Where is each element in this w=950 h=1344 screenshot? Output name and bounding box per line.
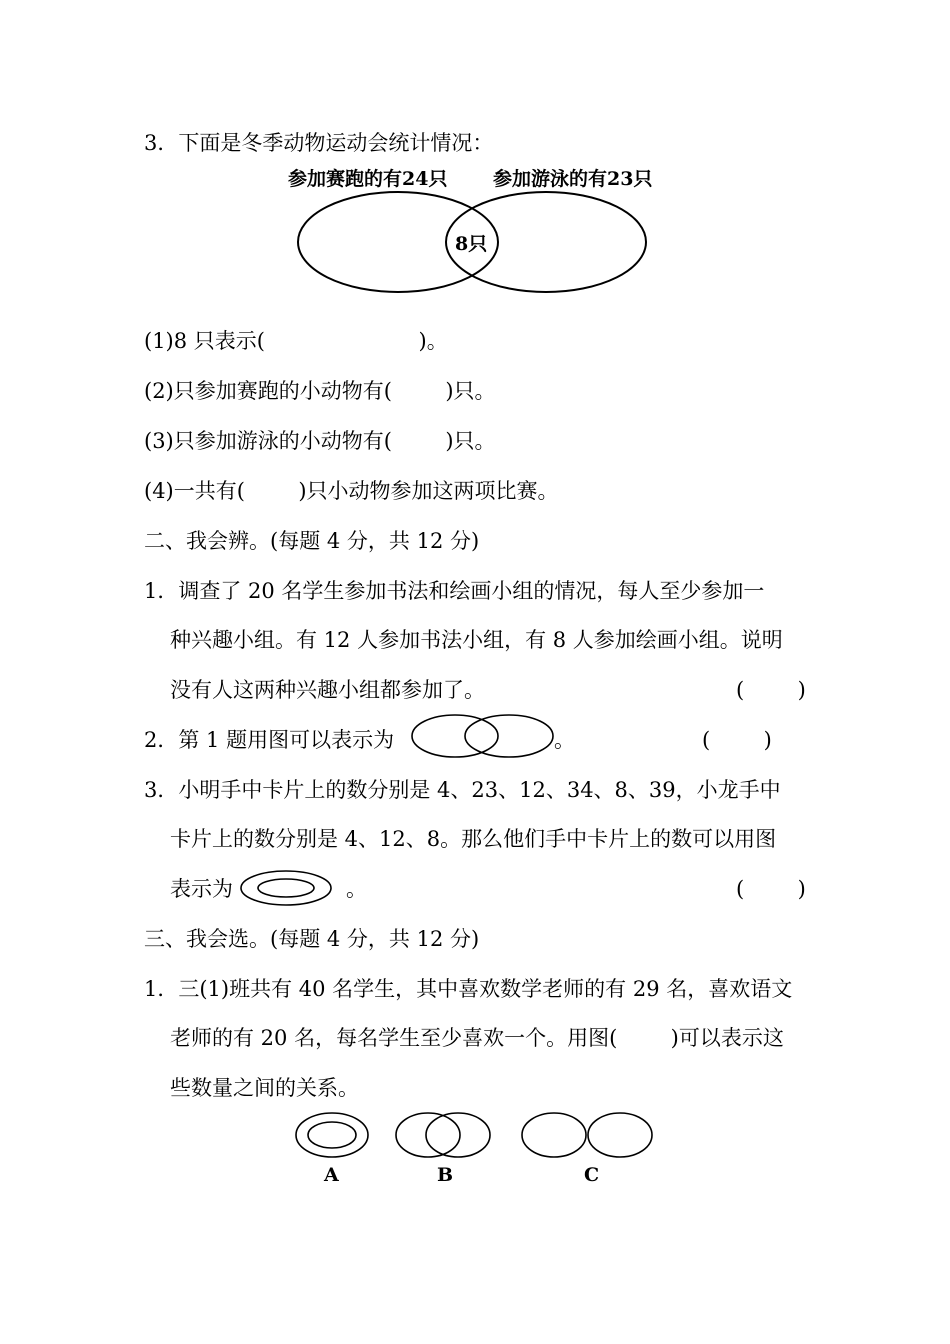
option-c-label: C — [584, 1164, 600, 1186]
s2-q3-outer-ellipse — [241, 871, 331, 905]
option-c-right-ellipse — [588, 1113, 652, 1157]
s2-q3-line3: 表示为 — [170, 877, 233, 901]
option-a-figure[interactable] — [292, 1110, 372, 1160]
s3-q1-line2: 老师的有 20 名，每名学生至少喜欢一个。用图( )可以表示这 — [170, 1026, 784, 1050]
option-c-left-ellipse — [522, 1113, 586, 1157]
option-c-figure[interactable] — [518, 1110, 658, 1160]
s2-q1-line1: 1．调查了 20 名学生参加书法和绘画小组的情况，每人至少参加一 — [144, 579, 765, 603]
venn-center-label: 8只 — [455, 233, 488, 255]
section3-title: 三、我会选。(每题 4 分，共 12 分) — [144, 927, 480, 951]
s2-q3-nested-figure — [238, 868, 334, 908]
s2-q2-text: 2．第 1 题用图可以表示为 — [144, 728, 395, 752]
s2-q3-inner-ellipse — [258, 879, 314, 897]
s2-q1-answer-paren[interactable]: ( ) — [736, 678, 806, 702]
s2-q3-end: 。 — [346, 877, 367, 901]
section2-title: 二、我会辨。(每题 4 分，共 12 分) — [144, 529, 480, 553]
s2-q2-end: 。 — [554, 728, 575, 752]
option-a-label: A — [324, 1164, 339, 1186]
venn-left-label: 参加赛跑的有24只 — [288, 168, 448, 190]
option-b-label: B — [437, 1164, 454, 1186]
q3-stem: 3．下面是冬季动物运动会统计情况： — [144, 131, 494, 155]
q3-sub1: (1)8 只表示( )。 — [144, 329, 448, 353]
s3-q1-line1: 1．三(1)班共有 40 名学生，其中喜欢数学老师的有 29 名，喜欢语文 — [144, 977, 793, 1001]
s2-q2-answer-paren[interactable]: ( ) — [702, 728, 772, 752]
s2-q1-line2: 种兴趣小组。有 12 人参加书法小组，有 8 人参加绘画小组。说明 — [170, 628, 783, 652]
s2-q2-overlap-figure — [408, 712, 558, 760]
s2-q3-line1: 3．小明手中卡片上的数分别是 4、23、12、34、8、39，小龙手中 — [144, 778, 781, 802]
venn-right-label: 参加游泳的有23只 — [493, 168, 653, 190]
option-b-right-ellipse — [426, 1113, 490, 1157]
s2-q1-line3: 没有人这两种兴趣小组都参加了。 — [170, 678, 485, 702]
s2-q3-line2: 卡片上的数分别是 4、12、8。那么他们手中卡片上的数可以用图 — [170, 827, 777, 851]
option-a-outer-ellipse — [296, 1113, 368, 1157]
option-a-inner-ellipse — [308, 1122, 356, 1148]
option-b-figure[interactable] — [392, 1110, 496, 1160]
s2-q2-right-ellipse — [465, 715, 553, 757]
s2-q2-left-ellipse — [412, 715, 498, 757]
s2-q3-answer-paren[interactable]: ( ) — [736, 877, 806, 901]
option-b-left-ellipse — [396, 1113, 460, 1157]
s3-q1-line3: 些数量之间的关系。 — [170, 1076, 359, 1100]
q3-sub3: (3)只参加游泳的小动物有( )只。 — [144, 429, 496, 453]
q3-sub2: (2)只参加赛跑的小动物有( )只。 — [144, 379, 496, 403]
q3-sub4: (4)一共有( )只小动物参加这两项比赛。 — [144, 479, 559, 503]
